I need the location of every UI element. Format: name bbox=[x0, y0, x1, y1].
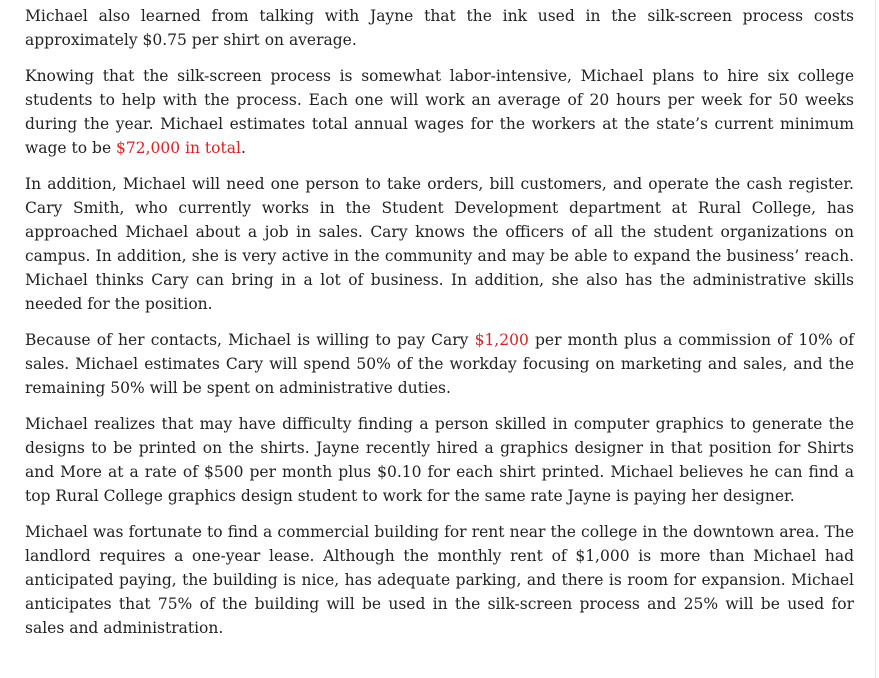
cary-pay-text: Because of her contacts, Michael is willing to pay Cary bbox=[25, 331, 475, 349]
cary-pay-text-end: per month plus a commission of 10% of sales. Michael estimates Cary will spend 50% of the workday focusing on marketing and sales, and the remaining 50% will be spent on administrative duties. bbox=[25, 331, 854, 397]
paragraph-cary-pay bbox=[25, 328, 854, 400]
wages-text: Knowing that the silk-screen process is somewhat labor-intensive, Michael plans to hire six college students to help with the process. Each one will work an average of 20 hours per week for 50 weeks during the year. Michael estimates total annual wages for the workers at the state’s current minimum wage to be bbox=[25, 67, 854, 157]
paragraph-graphics-designer: Michael realizes that may have difficulty finding a person skilled in computer graphics to generate the designs to be printed on the shirts. Jayne recently hired a graphics designer in that position for Shirts and More at a rate of $500 per month plus $0.10 for each shirt printed. Michael believes he can find a top Rural College graphics design student to work for the same rate Jayne is paying her designer. bbox=[25, 415, 854, 505]
document-body bbox=[25, 4, 854, 652]
wages-text-end: . bbox=[240, 139, 246, 157]
paragraph-ink-cost: Michael also learned from talking with Jayne that the ink used in the silk-screen process costs approximately $0.75 per shirt on average. bbox=[25, 7, 854, 49]
cary-salary-highlight: $1,200 bbox=[474, 331, 529, 349]
paragraph-cary-smith: In addition, Michael will need one person to take orders, bill customers, and operate the cash register. Cary Smith, who currently works in the Student Development department at Rural College, has approached Michael about a job in sales. Cary knows the officers of all the student organizations on campus. In addition, she is very active in the community and may be able to expand the business’ reach. Michael thinks Cary can bring in a lot of business. In addition, she also has the administrative skills needed for the position. bbox=[25, 175, 854, 313]
wages-total-highlight: $72,000 in total bbox=[116, 139, 241, 157]
paragraph-student-wages bbox=[25, 64, 854, 160]
page-edge-divider bbox=[875, 0, 876, 678]
paragraph-building-rent: Michael was fortunate to find a commercial building for rent near the college in the downtown area. The landlord requires a one-year lease. Although the monthly rent of $1,000 is more than Michael had anticipated paying, the building is nice, has adequate parking, and there is room for expansion. Michael anticipates that 75% of the building will be used in the silk-screen process and 25% will be used for sales and administration. bbox=[25, 523, 854, 637]
